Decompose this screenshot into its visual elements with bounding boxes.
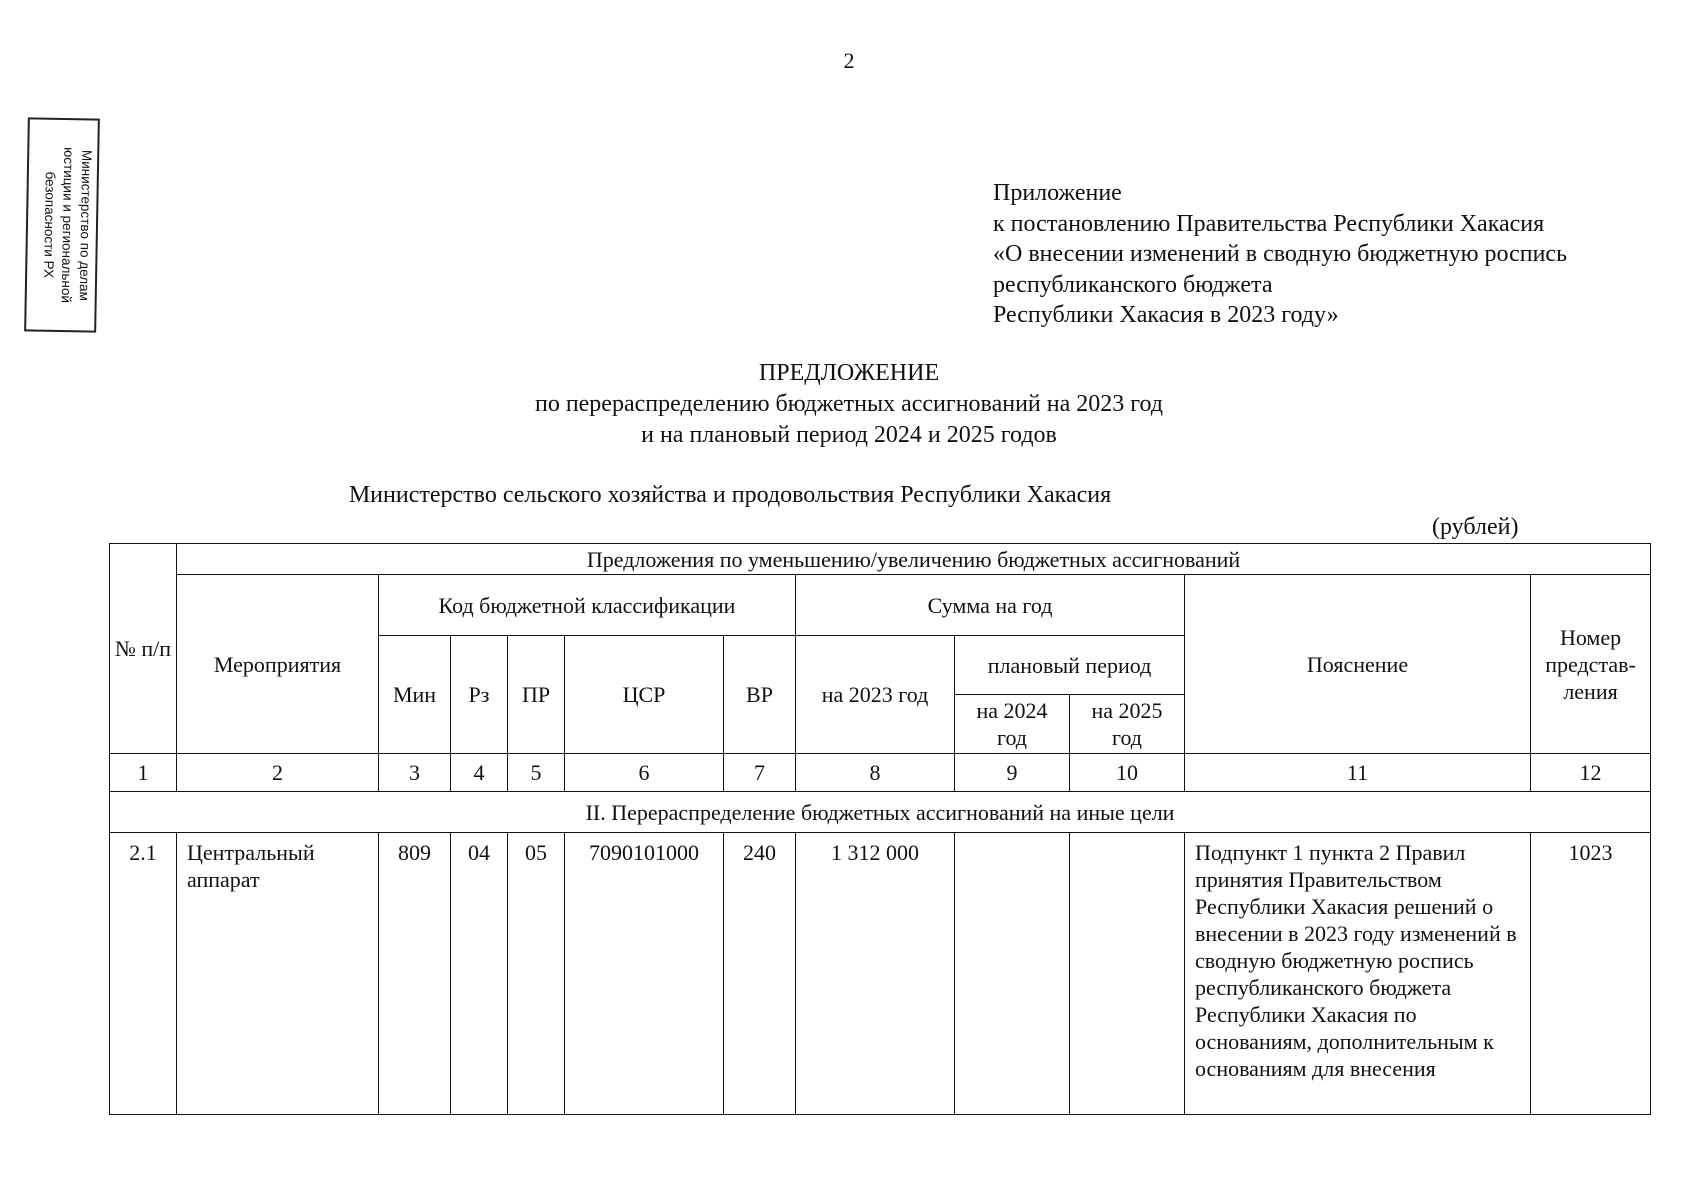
column-number: 3 [379,754,451,792]
header-row-2 [110,575,1651,636]
column-number: 9 [955,754,1070,792]
appendix-line-3: «О внесении изменений в сводную бюджетную роспись [993,241,1568,267]
header-y2025: на 2025 год [1070,695,1185,754]
budget-table [109,543,1651,1115]
page-number: 2 [843,48,855,73]
header-min: Мин [379,636,451,754]
cell-y2024 [955,833,1070,1115]
cell-y2025 [1070,833,1185,1115]
header-kbk: Код бюджетной классификации [379,575,796,636]
header-y2024: на 2024 год [955,695,1070,754]
cell-y2023: 1 312 000 [796,833,955,1115]
section-title: II. Перераспределение бюджетных ассигнований на иные цели [110,792,1651,833]
header-submission: Номер представ-ления [1531,575,1651,754]
header-pr: ПР [508,636,565,754]
header-row-1 [110,544,1651,575]
stamp-text [28,122,96,328]
header-explanation: Пояснение [1185,575,1531,754]
column-number-row [110,754,1651,792]
header-planned: плановый период [955,636,1185,695]
cell-min: 809 [379,833,451,1115]
ministry-name: Министерство сельского хозяйства и продовольствия Республики Хакасия [348,482,1112,508]
table-row [110,833,1651,1115]
units-label: (рублей) [1432,514,1519,540]
header-rz: Рз [451,636,508,754]
header-group: Предложения по уменьшению/увеличению бюджетных ассигнований [177,544,1651,575]
column-number: 5 [508,754,565,792]
stamp-line-1: Министерство по делам [76,149,95,302]
cell-submission: 1023 [1531,833,1651,1115]
cell-pr: 05 [508,833,565,1115]
cell-num: 2.1 [110,833,177,1115]
column-number: 11 [1185,754,1531,792]
header-events: Мероприятия [177,575,379,754]
stamp-line-2: юстиции и региональной [58,147,77,304]
stamp-line-3: безопасности РХ [41,171,58,279]
header-sum: Сумма на год [796,575,1185,636]
cell-explanation: Подпункт 1 пункта 2 Правил принятия Правительством Республики Хакасия решений о внесении в 2023 году изменений в сводную бюджетную роспись республиканского бюджета Республики Хакасия по основаниям, дополнительным к основаниям для внесения [1185,833,1531,1115]
cell-event: Центральный аппарат [177,833,379,1115]
column-number: 8 [796,754,955,792]
title-main: ПРЕДЛОЖЕНИЕ [758,360,940,386]
appendix-line-5: Республики Хакасия в 2023 году» [993,302,1339,328]
cell-csr: 7090101000 [565,833,724,1115]
title-line-2: по перераспределению бюджетных ассигнований на 2023 год [534,391,1164,417]
appendix-line-4: республиканского бюджета [993,271,1273,298]
registration-stamp [24,117,100,332]
header-y2023: на 2023 год [796,636,955,754]
appendix-line-2: к постановлению Правительства Республики Хакасия [993,210,1545,237]
column-number: 6 [565,754,724,792]
column-number: 2 [177,754,379,792]
column-number: 10 [1070,754,1185,792]
appendix-block [993,178,1567,331]
cell-vr: 240 [724,833,796,1115]
header-csr: ЦСР [565,636,724,754]
title-line-3: и на плановый период 2024 и 2025 годов [641,422,1057,448]
column-number: 4 [451,754,508,792]
column-number: 12 [1531,754,1651,792]
document-title [0,358,1698,451]
header-num: № п/п [110,544,177,754]
section-row [110,792,1651,833]
column-number: 1 [110,754,177,792]
cell-rz: 04 [451,833,508,1115]
column-number: 7 [724,754,796,792]
header-vr: ВР [724,636,796,754]
appendix-line-1: Приложение [993,180,1122,206]
